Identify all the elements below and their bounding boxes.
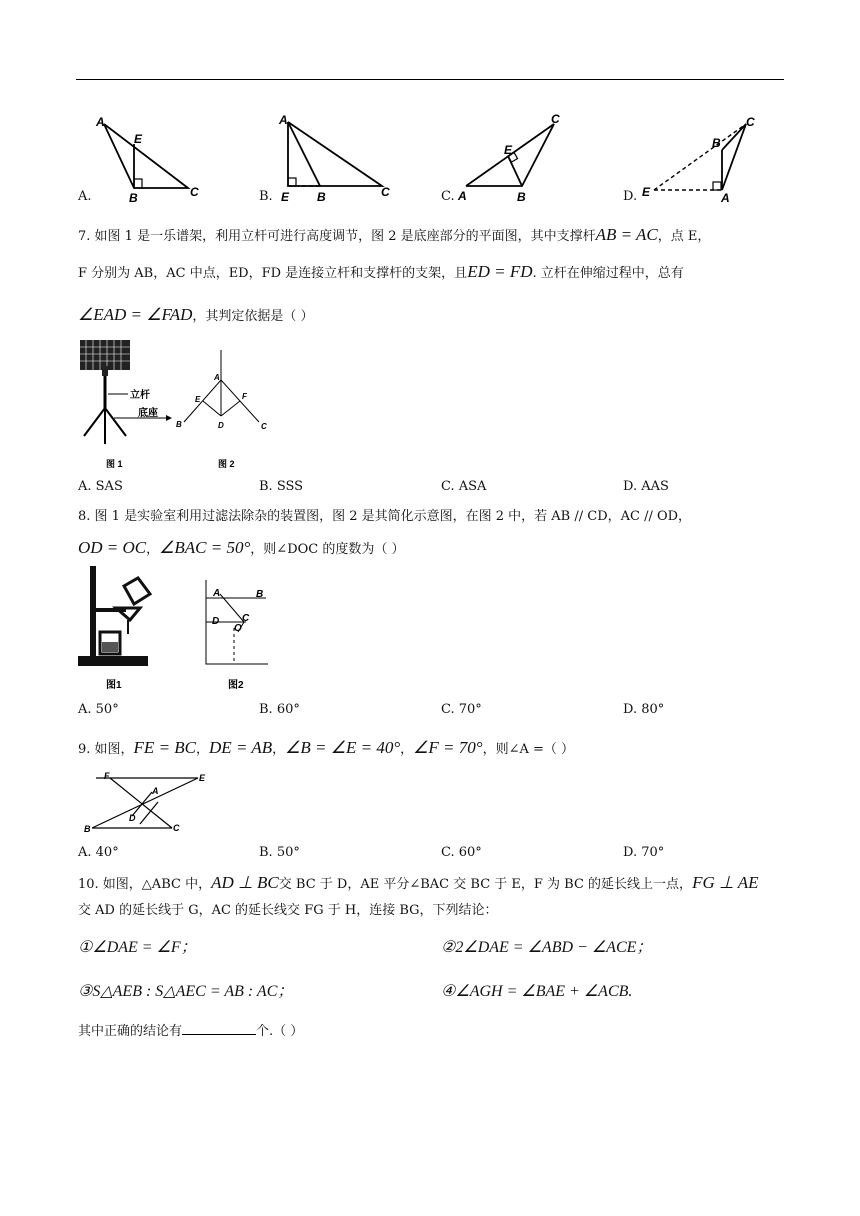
q7-text-1b: ，点 E，	[657, 229, 711, 244]
svg-text:A: A	[721, 191, 730, 205]
filter-apparatus-figure	[78, 566, 150, 691]
svg-text:A: A	[214, 373, 220, 382]
q9-figure	[76, 770, 216, 836]
q9-eq-de-ab: DE = AB	[209, 738, 273, 757]
label-fig2: 图2	[228, 680, 244, 691]
svg-text:A: A	[458, 189, 467, 203]
svg-text:D: D	[212, 616, 220, 627]
q10-eq-ad-bc: AD ⊥ BC	[211, 873, 279, 892]
q6-option-c-label: C.	[441, 189, 455, 204]
q10-eq-fg-ae: FG ⊥ AE	[692, 873, 759, 892]
q7-option-d: D. AAS	[623, 479, 669, 494]
q6-figure-b	[278, 113, 390, 204]
svg-text:B: B	[317, 190, 326, 204]
q10-conclusion-4: ④∠AGH = ∠BAE + ∠ACB.	[441, 983, 633, 1000]
q7-text-3b: ，其判定依据是（ ）	[192, 309, 314, 324]
svg-text:D: D	[129, 813, 136, 823]
svg-text:B: B	[84, 824, 91, 834]
q9-eq-fe-bc: FE = BC	[133, 738, 197, 757]
q8-sep: ，	[146, 542, 160, 557]
svg-text:E: E	[504, 143, 513, 157]
header-rule	[76, 79, 784, 80]
svg-text:O: O	[234, 623, 242, 634]
svg-text:C: C	[381, 185, 390, 199]
q10-conclusion-2: ②2∠DAE = ∠ABD − ∠ACE；	[441, 939, 653, 956]
q7-eq-ed-fd: ED = FD	[467, 262, 533, 281]
q10-line-2: 交 AD 的延长线于 G，AC 的延长线交 FG 于 H，连接 BG，下列结论：	[78, 903, 498, 918]
label-fig1: 图 1	[106, 459, 123, 469]
svg-text:E: E	[281, 190, 290, 204]
q7-figures	[76, 336, 276, 472]
label-pole: 立杆	[130, 390, 150, 401]
base-plan-figure	[176, 350, 267, 469]
q9-suffix: ，则∠A =（ ）	[482, 742, 575, 757]
q6-figures	[76, 110, 776, 206]
music-stand-figure	[80, 340, 172, 469]
q8-option-c: C. 70°	[441, 702, 482, 717]
svg-text:A: A	[152, 786, 159, 796]
q10-text-1a: 10. 如图，△ABC 中，	[78, 877, 212, 892]
q9-eq-f: ∠F = 70°	[413, 738, 483, 757]
q9-option-d: D. 70°	[623, 845, 665, 860]
svg-text:C: C	[173, 823, 180, 833]
answer-blank[interactable]	[182, 1022, 256, 1035]
q9-comma-1: ，	[196, 742, 210, 757]
q9-option-b: B. 50°	[259, 845, 300, 860]
svg-text:C: C	[242, 613, 250, 624]
q10-conclusion-3: ③S△AEB : S△AEC = AB : AC；	[78, 983, 294, 1000]
q8-eq-bac: ∠BAC = 50°	[159, 538, 251, 557]
svg-text:E: E	[134, 132, 143, 146]
q8-eq-od-oc: OD = OC	[78, 538, 147, 557]
q7-eq-angles: ∠EAD = ∠FAD	[78, 305, 193, 324]
svg-text:C: C	[261, 422, 267, 431]
q8-text-2b: ，则∠DOC 的度数为（ ）	[250, 542, 405, 557]
q8-option-a: A. 50°	[78, 702, 119, 717]
svg-text:E: E	[195, 395, 201, 404]
q6-option-a-label: A.	[78, 189, 92, 204]
q6-figure-a	[95, 115, 199, 205]
svg-text:B: B	[256, 589, 264, 600]
q10-text-1b: 交 BC 于 D，AE 平分∠BAC 交 BC 于 E，F 为 BC 的延长线上一点，	[278, 877, 693, 892]
q6-option-b-label: B.	[259, 189, 273, 204]
svg-text:B: B	[129, 191, 138, 205]
q9-comma-2: ，	[272, 742, 286, 757]
q9-line-1	[78, 739, 574, 756]
q8-line-2	[78, 539, 404, 556]
svg-text:F: F	[242, 392, 247, 401]
svg-text:F: F	[104, 771, 110, 781]
q7-option-a: A. SAS	[78, 479, 123, 494]
q9-comma-3: ，	[400, 742, 414, 757]
q10-last-line	[78, 1022, 303, 1038]
q7-line-1	[78, 226, 710, 243]
q7-text-1: 7. 如图 1 是一乐谱架，利用立杆可进行高度调节，图 2 是底座部分的平面图，其中支撑杆	[78, 229, 596, 244]
q9-option-c: C. 60°	[441, 845, 482, 860]
q10-line-1	[78, 874, 759, 891]
q6-figure-d	[642, 115, 755, 205]
q8-option-d: D. 80°	[623, 702, 665, 717]
svg-text:E: E	[199, 773, 206, 783]
label-base: 底座	[138, 408, 158, 419]
svg-text:A: A	[96, 115, 105, 129]
q7-option-c: C. ASA	[441, 479, 487, 494]
q8-figures	[76, 564, 276, 694]
svg-text:C: C	[746, 115, 755, 129]
q10-last-text-b: 个.（ ）	[256, 1024, 304, 1039]
svg-text:B: B	[176, 420, 182, 429]
q7-text-2: F 分别为 AB，AC 中点，ED，FD 是连接立杆和支撑杆的支架，且	[78, 266, 468, 281]
q9-eq-angles: ∠B = ∠E = 40°	[285, 738, 401, 757]
q8-line-1: 8. 图 1 是实验室利用过滤法除杂的装置图，图 2 是其简化示意图，在图 2 中，若 AB // CD，AC // OD，	[78, 509, 692, 524]
svg-text:E: E	[642, 185, 651, 199]
svg-text:D: D	[218, 421, 224, 430]
filter-schematic-figure	[206, 580, 268, 691]
q7-eq-ab-ac: AB = AC	[595, 225, 658, 244]
svg-text:A: A	[279, 113, 288, 127]
q7-text-2b: . 立杆在伸缩过程中，总有	[532, 266, 684, 281]
q10-conclusion-1: ①∠DAE = ∠F；	[78, 939, 197, 956]
label-fig1: 图1	[106, 680, 122, 691]
q7-line-2	[78, 263, 684, 280]
svg-text:C: C	[551, 112, 560, 126]
q10-last-text-a: 其中正确的结论有	[78, 1024, 183, 1039]
q9-option-a: A. 40°	[78, 845, 119, 860]
svg-text:B: B	[517, 190, 526, 204]
q7-option-b: B. SSS	[259, 479, 304, 494]
q6-figure-c	[457, 112, 560, 204]
svg-text:B: B	[712, 136, 721, 150]
q9-prefix: 9. 如图，	[78, 742, 134, 757]
q6-option-d-label: D.	[623, 189, 638, 204]
q7-line-3	[78, 306, 314, 323]
svg-text:C: C	[190, 185, 199, 199]
svg-text:A: A	[213, 588, 221, 599]
q8-option-b: B. 60°	[259, 702, 300, 717]
label-fig2: 图 2	[218, 459, 235, 469]
